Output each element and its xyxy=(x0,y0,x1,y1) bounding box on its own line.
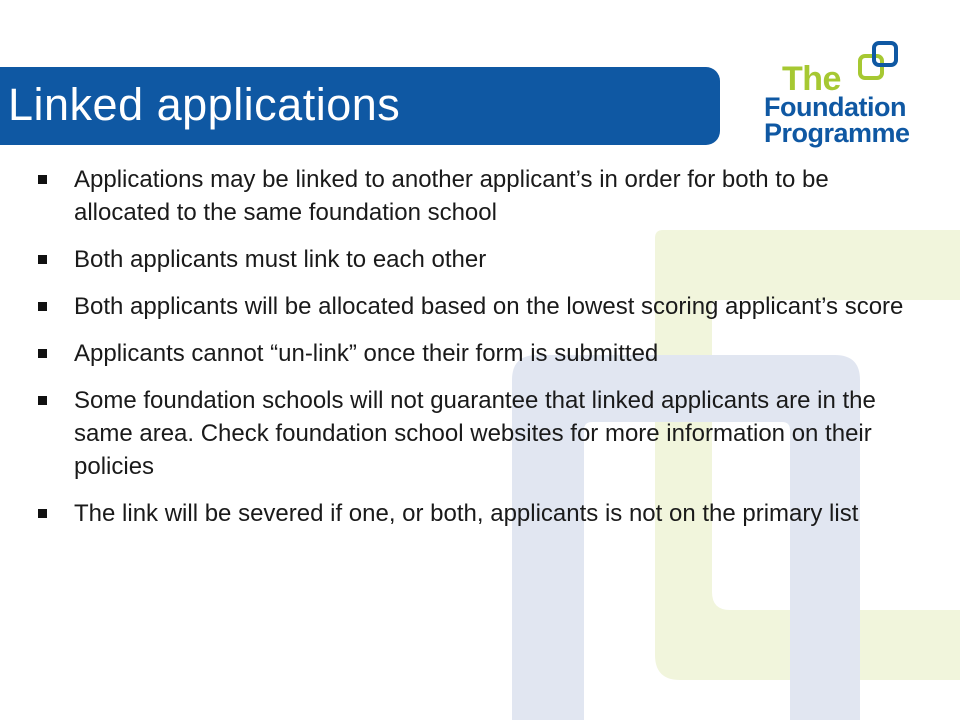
logo-text-programme: Programme xyxy=(764,118,910,148)
bullet-text: Some foundation schools will not guarantee that linked applicants are in the same area. Check foundation school websites for more information on their policies xyxy=(74,387,876,480)
bullet-item xyxy=(34,243,914,276)
bullet-text: Applicants cannot “un-link” once their form is submitted xyxy=(74,340,659,367)
slide-title: Linked applications xyxy=(8,79,401,130)
bullet-text: Applications may be linked to another applicant’s in order for both to be allocated to the same foundation school xyxy=(74,166,829,226)
logo-text-foundation: Foundation xyxy=(764,92,906,122)
overlapping-squares-icon xyxy=(858,40,902,84)
square-bullet-icon xyxy=(38,396,47,405)
square-bullet-icon xyxy=(38,255,47,264)
square-bullet-icon xyxy=(38,302,47,311)
square-bullet-icon xyxy=(38,509,47,518)
foundation-programme-logo xyxy=(764,40,930,150)
bullet-item xyxy=(34,163,914,229)
bullet-text: The link will be severed if one, or both, applicants is not on the primary list xyxy=(74,500,859,527)
title-bar xyxy=(0,67,720,145)
square-bullet-icon xyxy=(38,175,47,184)
bullet-item xyxy=(34,290,914,323)
bullet-item xyxy=(34,384,914,483)
bullet-list xyxy=(34,163,914,544)
square-bullet-icon xyxy=(38,349,47,358)
bullet-text: Both applicants will be allocated based on the lowest scoring applicant’s score xyxy=(74,293,904,320)
bullet-text: Both applicants must link to each other xyxy=(74,246,487,273)
bullet-item xyxy=(34,337,914,370)
bullet-item xyxy=(34,497,914,530)
logo-text-the: The xyxy=(782,60,841,98)
